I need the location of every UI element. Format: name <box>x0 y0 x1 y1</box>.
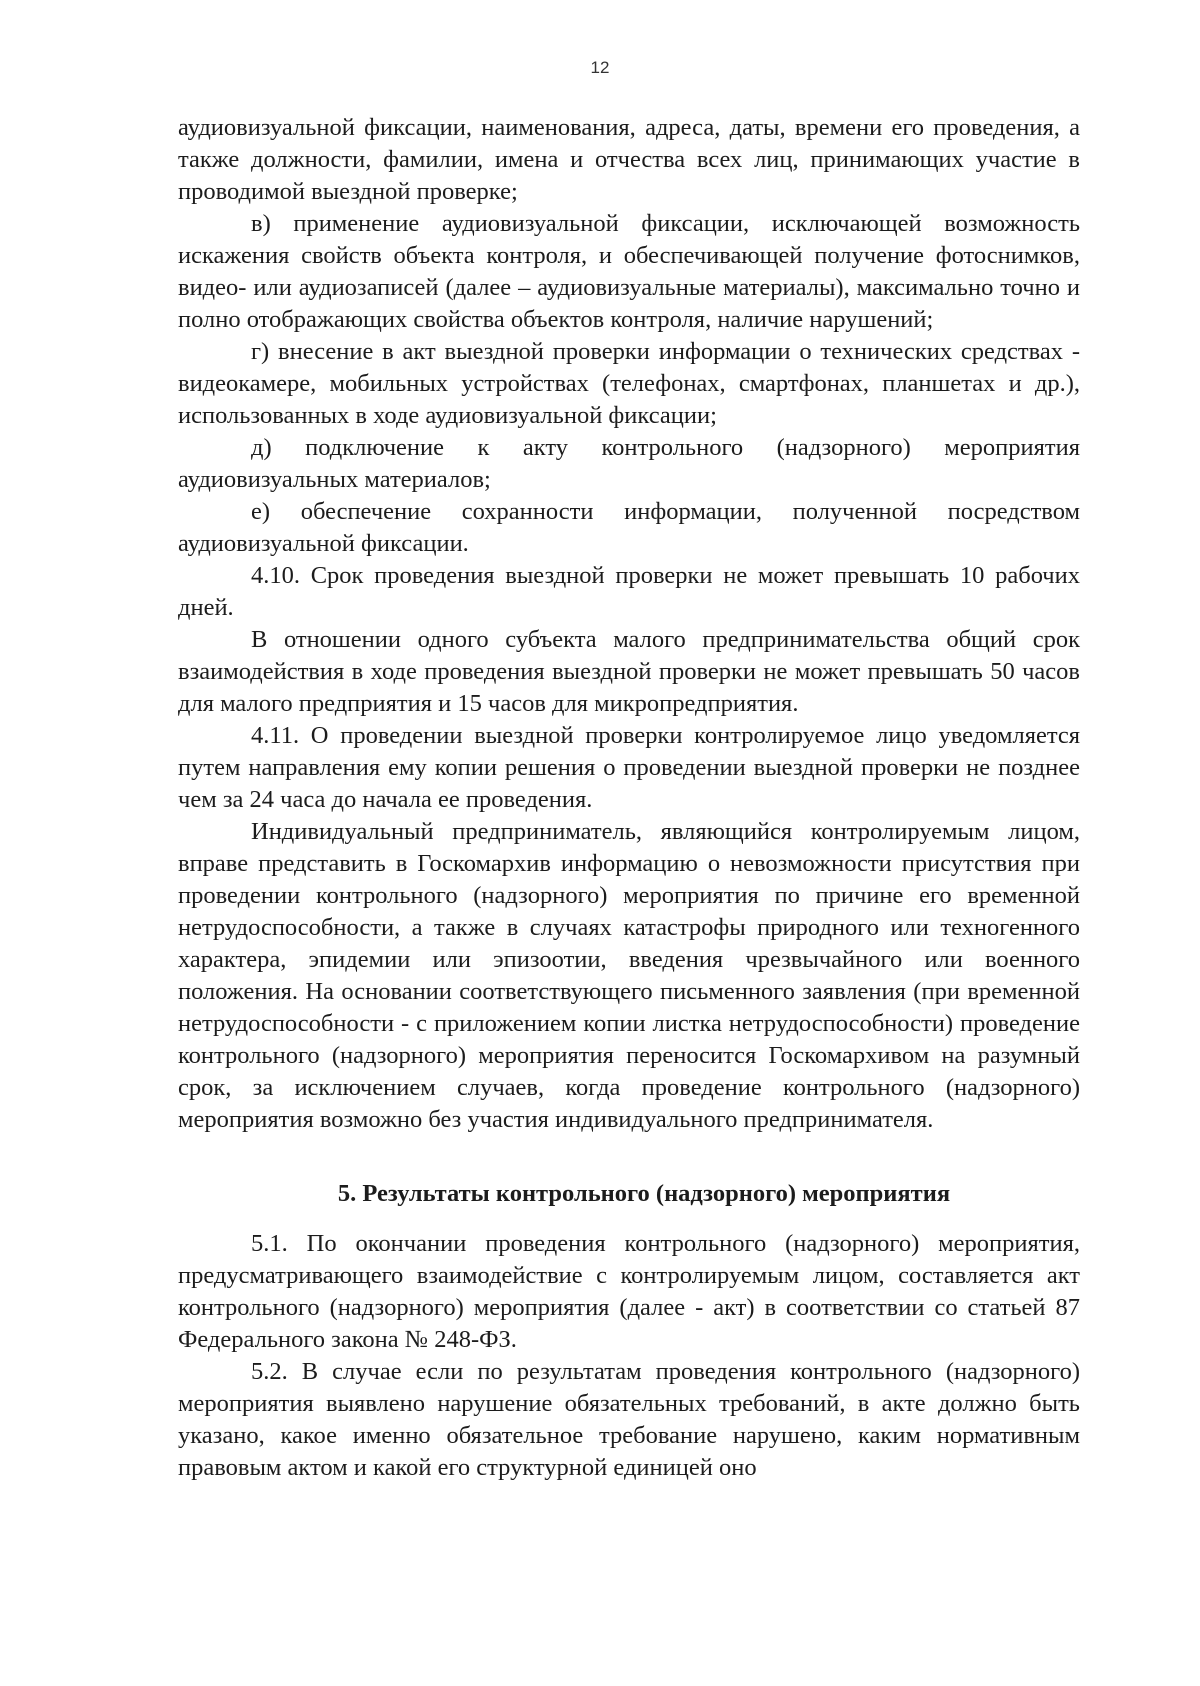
paragraph-item-v: в) применение аудиовизуальной фиксации, исключающей возможность искажения свойств объекта контроля, и обеспечивающей получение фотоснимков, видео- или аудиозаписей (далее – аудиовизуальные материалы), максимально точно и полно отображающих свойства объектов контроля, наличие нарушений; <box>178 210 1080 333</box>
paragraph-4-10: 4.10. Срок проведения выездной проверки не может превышать 10 рабочих дней. <box>178 562 1080 621</box>
paragraph-small-business-term: В отношении одного субъекта малого предпринимательства общий срок взаимодействия в ходе проведения выездной проверки не может превышать 50 часов для малого предприятия и 15 часов для микропредприятия. <box>178 626 1080 717</box>
paragraph-item-e: е) обеспечение сохранности информации, полученной посредством аудиовизуальной фиксации. <box>178 498 1080 557</box>
paragraph-item-d: д) подключение к акту контрольного (надзорного) мероприятия аудиовизуальных материалов; <box>178 434 1080 493</box>
document-body <box>178 112 1080 1484</box>
paragraph-5-2: 5.2. В случае если по результатам проведения контрольного (надзорного) мероприятия выявлено нарушение обязательных требований, в акте должно быть указано, какое именно обязательное требование нарушено, каким нормативным правовым актом и какой его структурной единицей оно <box>178 1358 1080 1481</box>
paragraph-continuation: аудиовизуальной фиксации, наименования, адреса, даты, времени его проведения, а также должности, фамилии, имена и отчества всех лиц, принимающих участие в проводимой выездной проверке; <box>178 114 1080 205</box>
paragraph-individual-entrepreneur: Индивидуальный предприниматель, являющийся контролируемым лицом, вправе представить в Госкомархив информацию о невозможности присутствия при проведении контрольного (надзорного) мероприятия по причине его временной нетрудоспособности, а также в случаях катастрофы природного или техногенного характера, эпидемии или эпизоотии, введения чрезвычайного или военного положения. На основании соответствующего письменного заявления (при временной нетрудоспособности - с приложением копии листка нетрудоспособности) проведение контрольного (надзорного) мероприятия переносится Госкомархивом на разумный срок, за исключением случаев, когда проведение контрольного (надзорного) мероприятия возможно без участия индивидуального предпринимателя. <box>178 818 1080 1133</box>
paragraph-5-1: 5.1. По окончании проведения контрольного (надзорного) мероприятия, предусматривающего взаимодействие с контролируемым лицом, составляется акт контрольного (надзорного) мероприятия (далее - акт) в соответствии со статьей 87 Федерального закона № 248-ФЗ. <box>178 1230 1080 1353</box>
paragraph-item-g: г) внесение в акт выездной проверки информации о технических средствах - видеокамере, мобильных устройствах (телефонах, смартфонах, планшетах и др.), использованных в ходе аудиовизуальной фиксации; <box>178 338 1080 429</box>
section-heading: 5. Результаты контрольного (надзорного) мероприятия <box>337 1180 951 1207</box>
page-number: 12 <box>590 58 610 77</box>
paragraph-4-11: 4.11. О проведении выездной проверки контролируемое лицо уведомляется путем направления ему копии решения о проведении выездной проверки не позднее чем за 24 часа до начала ее проведения. <box>178 722 1080 813</box>
